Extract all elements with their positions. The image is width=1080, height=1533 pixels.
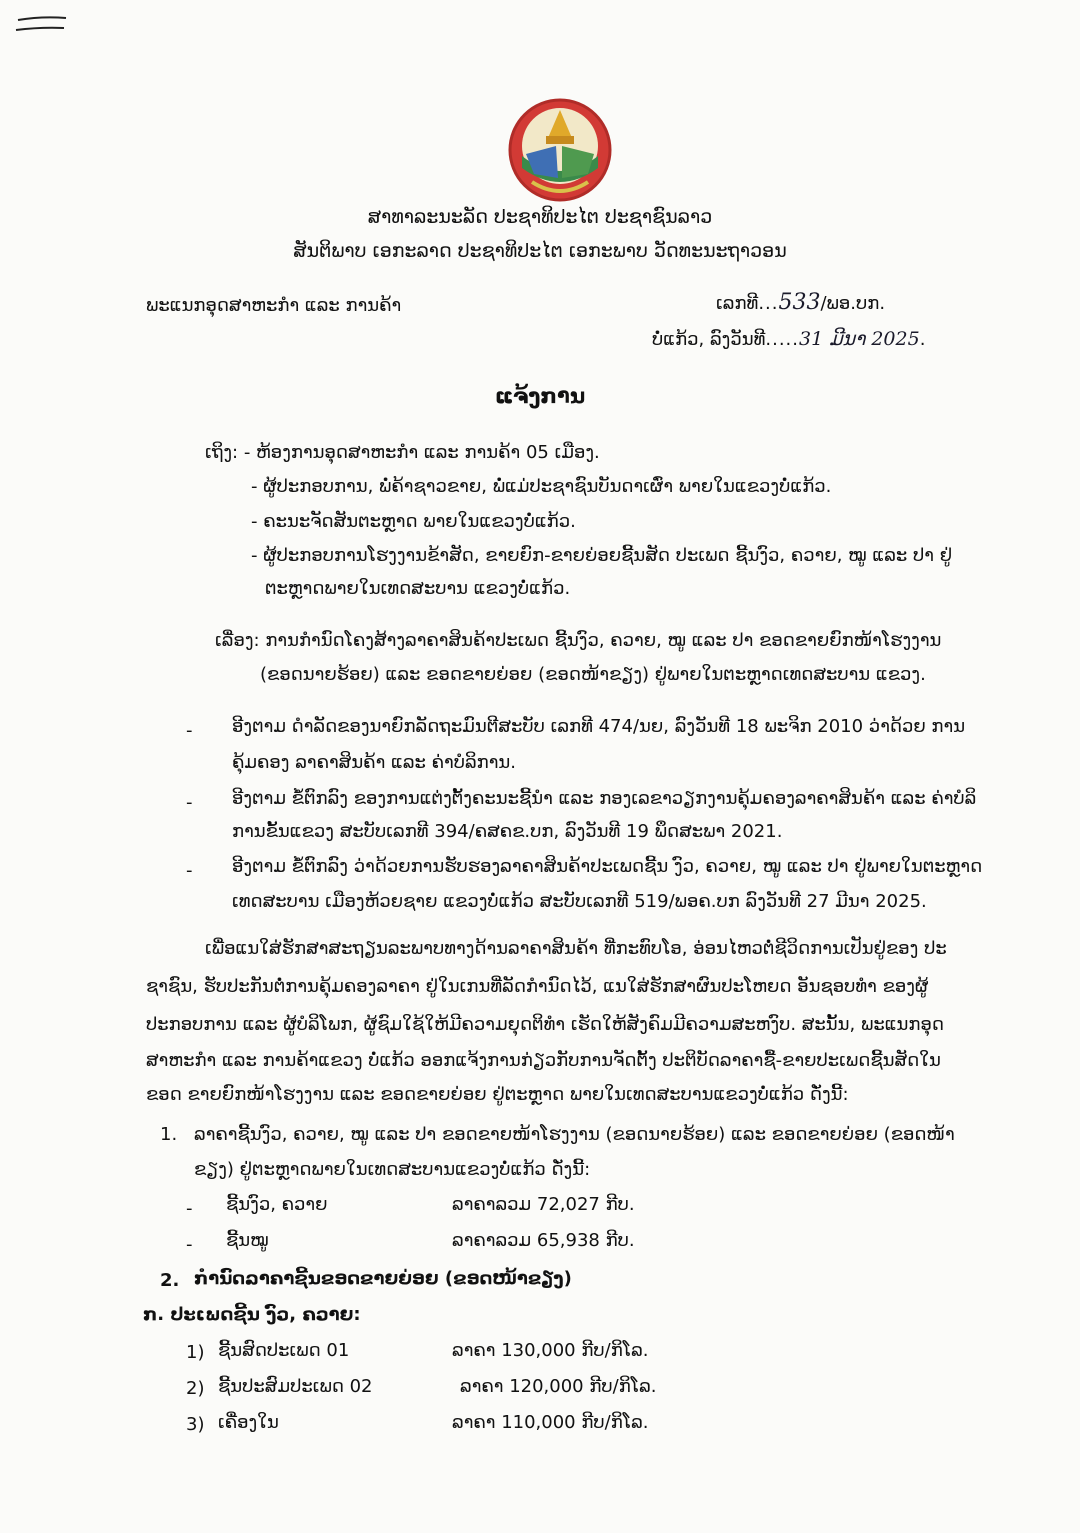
- retail-item-price: ລາຄາ 130,000 ກີບ/ກິໂລ.: [452, 1340, 649, 1361]
- issue-date: ບໍ່ແກ້ວ, ລົງວັນທີ.....31 ມີນາ 2025.: [652, 328, 927, 350]
- ref-no-handwritten: 533: [778, 290, 821, 315]
- retail-item-price: ລາຄາ 120,000 ກີບ/ກິໂລ.: [460, 1376, 657, 1397]
- section-1-line-1: ລາຄາຊີ້ນງົວ, ຄວາຍ, ໝູ ແລະ ປາ ຂອດຂາຍໜ້າໂຮງງານ (ຂອດນາຍຮ້ອຍ) ແລະ ຂອດຂາຍຍ່ອຍ (ຂອດໜ້າ: [194, 1124, 955, 1145]
- recipient-line-1: [205, 444, 600, 462]
- to-label: ເຖິງ:: [205, 442, 239, 463]
- subject-line-2: (ຂອດນາຍຮ້ອຍ) ແລະ ຂອດຂາຍຍ່ອຍ (ຂອດໜ້າຂຽງ) ຢູ່ພາຍໃນຕະຫຼາດເທດສະບານ ແຂວງ.: [260, 664, 926, 685]
- retail-item-name: ເຄື່ອງໃນ: [218, 1412, 279, 1433]
- retail-item-number: 1): [186, 1342, 205, 1363]
- retail-item-name: ຊີ້ນສົດປະເພດ 01: [218, 1340, 350, 1361]
- republic-name: ສາທາລະນະລັດ ປະຊາທິປະໄຕ ປະຊາຊົນລາວ: [367, 206, 713, 228]
- body-line-1: ເພື່ອແນໃສ່ຮັກສາສະຖຽນລະພາບທາງດ້ານລາຄາສິນຄ້າ ທີ່ກະທົບໂອ, ອ່ອນໄຫວຕໍ່ຊີວິດການເປັນຢູ່ຂອງ ປະ: [205, 938, 947, 959]
- date-label: ບໍ່ແກ້ວ, ລົງວັນທີ: [652, 329, 766, 350]
- retail-item-number: 3): [186, 1414, 205, 1435]
- section-1-number: 1.: [160, 1124, 178, 1145]
- reference-3-line-2: ເທດສະບານ ເມືອງຫ້ວຍຊາຍ ແຂວງບໍ່ແກ້ວ ສະບັບເລກທີ 519/ພອຄ.ບກ ລົງວັນທີ 27 ມີນາ 2025.: [232, 891, 927, 912]
- date-handwritten: 31 ມີນາ 2025: [799, 328, 920, 350]
- body-line-5: ຂອດ ຂາຍຍົກໜ້າໂຮງງານ ແລະ ຂອດຂາຍຍ່ອຍ ຢູ່ຕະຫຼາດ ພາຍໃນເທດສະບານແຂວງບໍ່ແກ້ວ ດັ່ງນີ້:: [146, 1084, 849, 1105]
- reference-1-line-2: ຄຸ້ມຄອງ ລາຄາສິນຄ້າ ແລະ ຄ່າບໍລິການ.: [232, 752, 516, 773]
- price-bullet: -: [186, 1198, 193, 1219]
- body-line-2: ຊາຊົນ, ຮັບປະກັນຕໍ່ການຄຸ້ມຄອງລາຄາ ຢູ່ໃນເກນທີ່ລັດກຳນົດໄວ້, ແນໃສ່ຮັກສາຜົນປະໂຫຍດ ອັນຊອບທຳ ຂອງຜູ້: [146, 976, 929, 997]
- recipient-line-5: ຕະຫຼາດພາຍໃນເທດສະບານ ແຂວງບໍ່ແກ້ວ.: [265, 578, 571, 599]
- recipient-text: - ຫ້ອງການອຸດສາຫະກຳ ແລະ ການຄ້າ 05 ເມືອງ.: [243, 442, 600, 463]
- issuer-department: ພະແນກອຸດສາຫະກຳ ແລະ ການຄ້າ: [146, 295, 402, 316]
- recipient-line-2: - ຜູ້ປະກອບການ, ພໍ່ຄ້າຊາວຂາຍ, ພໍ່ແມ່ປະຊາຊົນບັນດາເຜົ່າ ພາຍໃນແຂວງບໍ່ແກ້ວ.: [251, 476, 832, 497]
- subject-text: ການກຳນົດໂຄງສ້າງລາຄາສິນຄ້າປະເພດ ຊີ້ນງົວ, ຄວາຍ, ໝູ ແລະ ປາ ຂອດຂາຍຍົກໜ້າໂຮງງານ: [265, 630, 942, 651]
- reference-number: ເລກທີ...533/ພອ.ບກ.: [716, 290, 886, 315]
- retail-item-price: ລາຄາ 110,000 ກີບ/ກິໂລ.: [452, 1412, 649, 1433]
- reference-2-line-2: ການຂັ້ນແຂວງ ສະບັບເລກທີ 394/ຄສຄຂ.ບກ, ລົງວັນທີ 19 ພຶດສະພາ 2021.: [232, 821, 783, 842]
- price-item-name: ຊີ້ນງົວ, ຄວາຍ: [226, 1194, 328, 1215]
- retail-item-number: 2): [186, 1378, 205, 1399]
- national-emblem-icon: [496, 96, 624, 204]
- section-1-line-2: ຂຽງ) ຢູ່ຕະຫຼາດພາຍໃນເທດສະບານແຂວງບໍ່ແກ້ວ ດັ່ງນີ້:: [194, 1159, 591, 1180]
- national-motto: ສັນຕິພາບ ເອກະລາດ ປະຊາທິປະໄຕ ເອກະພາບ ວັດທະນະຖາວອນ: [293, 240, 787, 262]
- price-item-name: ຊີ້ນໝູ: [226, 1230, 269, 1251]
- price-item-value: ລາຄາລວມ 72,027 ກີບ.: [452, 1194, 635, 1215]
- ref-no-label: ເລກທີ: [716, 293, 759, 314]
- retail-item-name: ຊີ້ນປະສົມປະເພດ 02: [218, 1376, 373, 1397]
- price-item-value: ລາຄາລວມ 65,938 ກີບ.: [452, 1230, 635, 1251]
- section-2-title: ກຳນົດລາຄາຊີ້ນຂອດຂາຍຍ່ອຍ (ຂອດໜ້າຂຽງ): [194, 1268, 572, 1289]
- reference-1-line-1: ອີງຕາມ ດຳລັດຂອງນາຍົກລັດຖະມົນຕີສະບັບ ເລກທີ 474/ນຍ, ລົງວັນທີ 18 ພະຈິກ 2010 ວ່າດ້ວຍ ການ: [232, 716, 966, 737]
- corner-pen-mark: [14, 12, 68, 36]
- subject-line-1: [215, 632, 941, 650]
- document-title: ແຈ້ງການ: [494, 384, 586, 408]
- ref-no-suffix: /ພອ.ບກ.: [820, 293, 886, 314]
- body-line-3: ປະກອບການ ແລະ ຜູ້ບໍລິໂພກ, ຜູ້ຊົມໃຊ້ໃຫ້ມີຄວາມຍຸດຕິທຳ ເຮັດໃຫ້ສັງຄົມມີຄວາມສະຫງົບ. ສະນັ້ນ, ພະແນກອຸດ: [146, 1014, 944, 1035]
- price-bullet: -: [186, 1234, 193, 1255]
- reference-bullet: -: [186, 792, 193, 813]
- reference-2-line-1: ອີງຕາມ ຂໍ້ຕົກລົງ ຂອງການແຕ່ງຕັ້ງຄະນະຊີ້ນຳ ແລະ ກອງເລຂາວຽກງານຄຸ້ມຄອງລາຄາສິນຄ້າ ແລະ ຄ່າບໍລິ: [232, 788, 977, 809]
- reference-bullet: -: [186, 720, 193, 741]
- recipient-line-4: - ຜູ້ປະກອບການໂຮງງານຂ້າສັດ, ຂາຍຍົກ-ຂາຍຍ່ອຍຊີ້ນສັດ ປະເພດ ຊີ້ນງົວ, ຄວາຍ, ໝູ ແລະ ປາ ຢູ່: [251, 545, 953, 566]
- body-line-4: ສາຫະກຳ ແລະ ການຄ້າແຂວງ ບໍ່ແກ້ວ ອອກແຈ້ງການກ່ຽວກັບການຈັດຕັ້ງ ປະຕິບັດລາຄາຊື້-ຂາຍປະເພດຊີ້ນສັດໃນ: [146, 1050, 941, 1071]
- reference-3-line-1: ອີງຕາມ ຂໍ້ຕົກລົງ ວ່າດ້ວຍການຮັບຮອງລາຄາສິນຄ້າປະເພດຊີ້ນ ງົວ, ຄວາຍ, ໝູ ແລະ ປາ ຢູ່ພາຍໃນຕະຫຼາດ: [232, 856, 983, 877]
- section-2-subheading: ກ. ປະເພດຊີ້ນ ງົວ, ຄວາຍ:: [143, 1304, 361, 1325]
- recipient-line-3: - ຄະນະຈັດສັນຕະຫຼາດ ພາຍໃນແຂວງບໍ່ແກ້ວ.: [251, 511, 576, 532]
- reference-bullet: -: [186, 860, 193, 881]
- section-2-number: 2.: [160, 1270, 180, 1291]
- subject-label: ເລື່ອງ:: [215, 630, 260, 651]
